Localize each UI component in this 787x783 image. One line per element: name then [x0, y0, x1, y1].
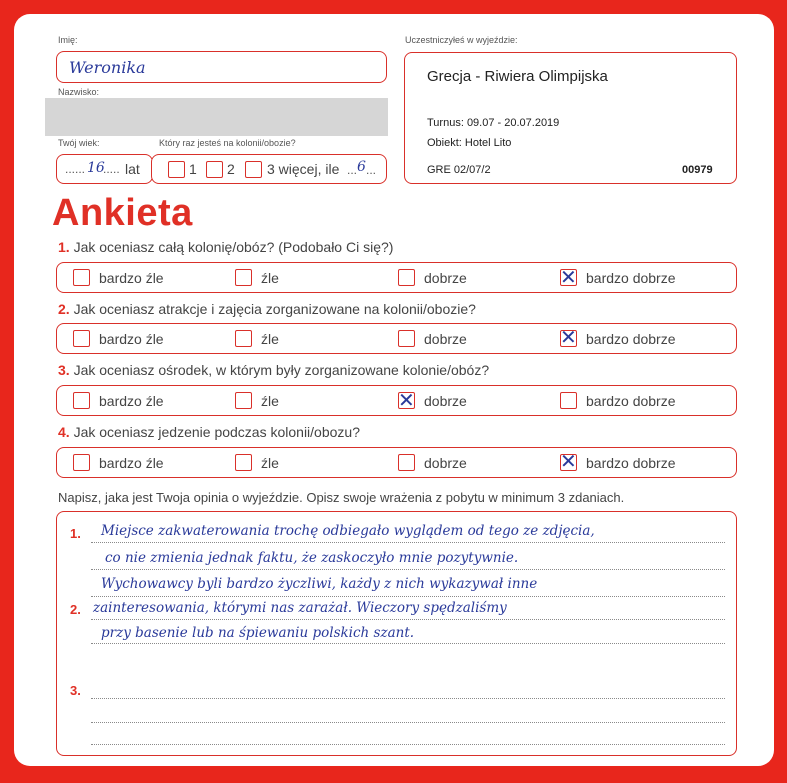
q2-option-bardzo-dobrze-checkbox[interactable] — [560, 325, 577, 349]
camp-count-checkbox-3[interactable] — [245, 161, 262, 178]
q1-option-bardzo-dobrze-label: bardzo dobrze — [586, 270, 676, 286]
question-2-options — [56, 323, 737, 354]
q2-option-zle-checkbox[interactable] — [235, 330, 252, 347]
trip-title: Grecja - Riwiera Olimpijska — [427, 68, 608, 85]
age-label: Twój wiek: — [58, 138, 100, 148]
camp-count-checkbox-2[interactable] — [206, 161, 223, 178]
trip-number: 00979 — [682, 164, 713, 176]
question-4-text: Jak oceniasz jedzenie podczas kolonii/obozu? — [73, 424, 360, 440]
opinion-line-3: Wychowawcy byli bardzo życzliwi, każdy z nich wykazywał inne — [101, 576, 538, 592]
question-1-options — [56, 262, 737, 293]
q2-check-mark-icon: ✕ — [560, 325, 577, 349]
age-value: 16 — [87, 160, 105, 176]
q1-check-mark-icon: ✕ — [560, 265, 577, 289]
name-value: Weronika — [69, 58, 146, 77]
question-4-number: 4. — [58, 424, 70, 440]
q2-option-dobrze-checkbox[interactable] — [398, 330, 415, 347]
camp-count-label: Który raz jesteś na kolonii/obozie? — [159, 138, 296, 148]
q4-option-bardzo-dobrze-checkbox[interactable] — [560, 449, 577, 473]
q2-option-bardzo-zle-checkbox[interactable] — [73, 330, 90, 347]
q1-option-bardzo-zle-label: bardzo źle — [99, 270, 164, 286]
q3-option-dobrze-checkbox[interactable] — [398, 388, 415, 412]
q3-option-dobrze-label: dobrze — [424, 393, 467, 409]
q4-option-zle-checkbox[interactable] — [235, 454, 252, 471]
trip-turnus: Turnus: 09.07 - 20.07.2019 — [427, 117, 560, 129]
q4-option-dobrze-label: dobrze — [424, 455, 467, 471]
trip-obiekt: Obiekt: Hotel Lito — [427, 137, 512, 149]
q3-option-bardzo-zle-label: bardzo źle — [99, 393, 164, 409]
opinion-line-2: co nie zmienia jednak faktu, że zaskoczyło mnie pozytywnie. — [105, 550, 519, 566]
trip-code: GRE 02/07/2 — [427, 164, 491, 176]
q3-option-zle-checkbox[interactable] — [235, 392, 252, 409]
camp-count-option-3: 3 więcej, ile — [267, 161, 340, 177]
q1-option-bardzo-dobrze-checkbox[interactable] — [560, 265, 577, 289]
q4-check-mark-icon: ✕ — [560, 449, 577, 473]
question-1-number: 1. — [58, 239, 70, 255]
question-2-number: 2. — [58, 301, 70, 317]
name-label: Imię: — [58, 35, 78, 45]
question-2 — [58, 301, 476, 317]
opinion-textarea[interactable] — [56, 511, 737, 756]
opinion-number-3: 3. — [70, 683, 81, 698]
q4-option-bardzo-zle-label: bardzo źle — [99, 455, 164, 471]
survey-sheet — [14, 14, 774, 766]
camp-count-value: 6 — [357, 159, 366, 175]
opinion-line-1: Miejsce zakwaterowania trochę odbiegało wyglądem od tego ze zdjęcia, — [101, 523, 595, 539]
opinion-line-5: przy basenie lub na śpiewaniu polskich szant. — [101, 625, 415, 641]
q2-option-zle-label: źle — [261, 331, 279, 347]
opinion-number-1: 1. — [70, 526, 81, 541]
camp-count-option-2: 2 — [227, 161, 235, 177]
surname-label: Nazwisko: — [58, 87, 100, 97]
question-1-text: Jak oceniasz całą kolonię/obóz? (Podobało Ci się?) — [73, 239, 394, 255]
question-2-text: Jak oceniasz atrakcje i zajęcia zorganizowane na kolonii/obozie? — [73, 301, 476, 317]
question-4-options — [56, 447, 737, 478]
age-field[interactable]: ...... 16 ..... lat — [56, 154, 153, 184]
q2-option-dobrze-label: dobrze — [424, 331, 467, 347]
question-1 — [58, 239, 393, 255]
camp-count-checkbox-1[interactable] — [168, 161, 185, 178]
q4-option-bardzo-zle-checkbox[interactable] — [73, 454, 90, 471]
q3-option-bardzo-dobrze-label: bardzo dobrze — [586, 393, 676, 409]
survey-title: Ankieta — [52, 192, 193, 234]
q3-option-bardzo-zle-checkbox[interactable] — [73, 392, 90, 409]
q1-option-zle-label: źle — [261, 270, 279, 286]
question-3-number: 3. — [58, 362, 70, 378]
opinion-line-4: zainteresowania, którymi nas zarażał. Wieczory spędzaliśmy — [93, 600, 507, 616]
q1-option-bardzo-zle-checkbox[interactable] — [73, 269, 90, 286]
question-3-text: Jak oceniasz ośrodek, w którym były zorganizowane kolonie/obóz? — [73, 362, 490, 378]
q3-option-zle-label: źle — [261, 393, 279, 409]
q2-option-bardzo-dobrze-label: bardzo dobrze — [586, 331, 676, 347]
age-unit: lat — [125, 161, 140, 177]
camp-count-option-1: 1 — [189, 161, 197, 177]
question-4 — [58, 424, 360, 440]
name-field[interactable] — [56, 51, 387, 83]
q1-option-dobrze-label: dobrze — [424, 270, 467, 286]
question-3 — [58, 362, 489, 378]
q1-option-dobrze-checkbox[interactable] — [398, 269, 415, 286]
q4-option-bardzo-dobrze-label: bardzo dobrze — [586, 455, 676, 471]
trip-label: Uczestniczyłeś w wyjeździe: — [405, 35, 518, 45]
opinion-prompt: Napisz, jaka jest Twoja opinia o wyjeździe. Opisz swoje wrażenia z pobytu w minimum 3 zdaniach. — [58, 490, 625, 505]
opinion-number-2: 2. — [70, 602, 81, 617]
q2-option-bardzo-zle-label: bardzo źle — [99, 331, 164, 347]
q3-option-bardzo-dobrze-checkbox[interactable] — [560, 392, 577, 409]
q1-option-zle-checkbox[interactable] — [235, 269, 252, 286]
q4-option-zle-label: źle — [261, 455, 279, 471]
q4-option-dobrze-checkbox[interactable] — [398, 454, 415, 471]
camp-count-field: 1 2 3 więcej, ile ... 6 ... — [151, 154, 387, 184]
surname-redacted-field — [45, 98, 388, 136]
q3-check-mark-icon: ✕ — [398, 388, 415, 412]
question-3-options — [56, 385, 737, 416]
trip-box — [404, 52, 737, 184]
